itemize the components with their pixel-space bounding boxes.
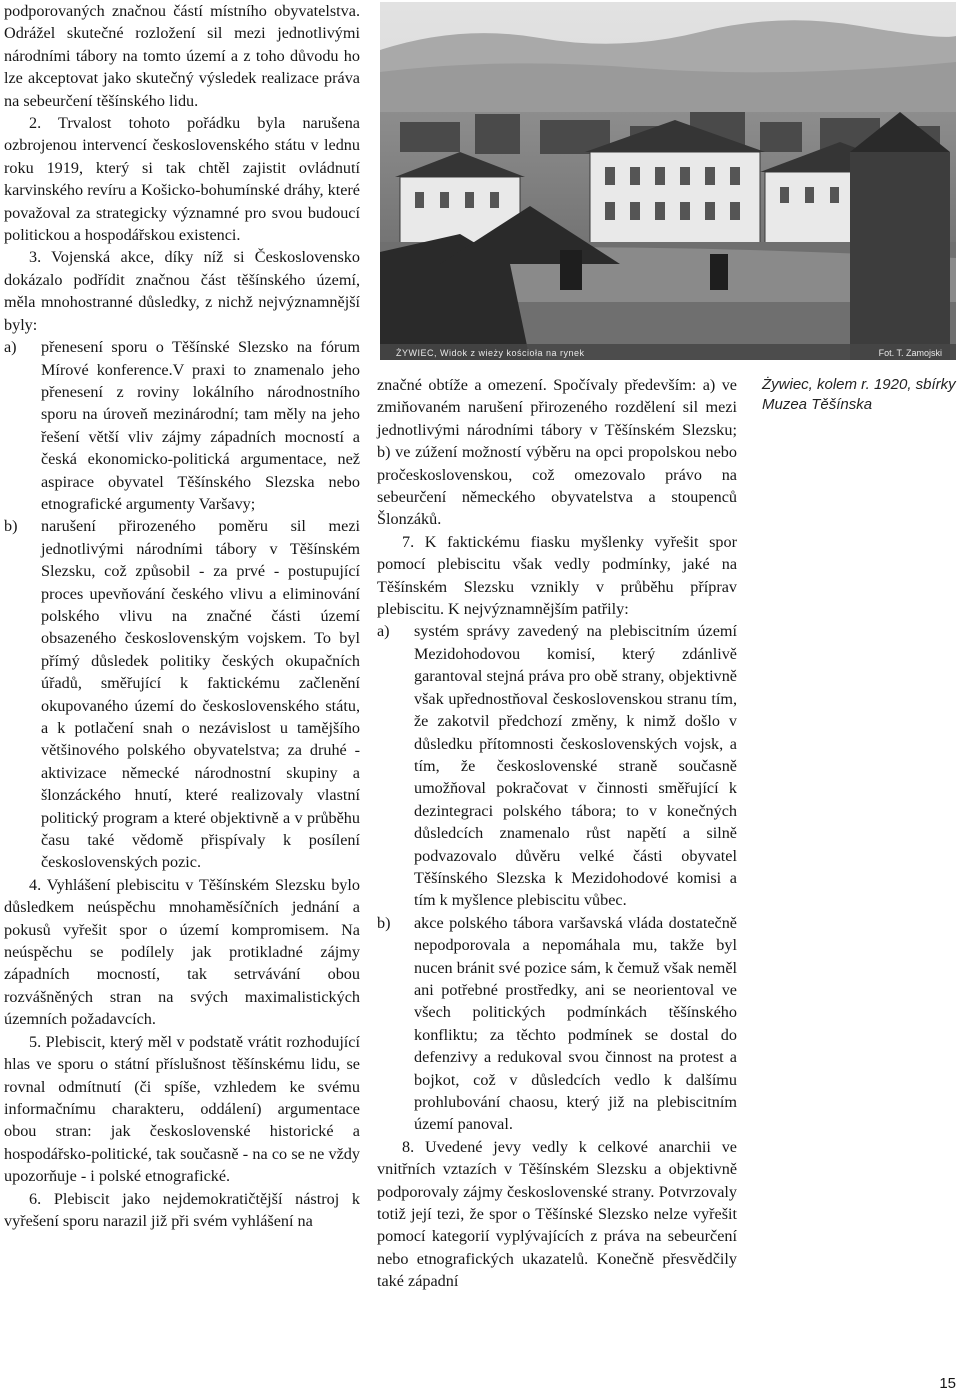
photo-illustration <box>380 2 956 360</box>
paragraph-6: 6. Plebiscit jako nejdemokratičtější nástroj k vyřešení sporu narazil již při svém vyhlášení na <box>4 1189 360 1230</box>
list-item-b <box>4 515 360 874</box>
historic-town-photo <box>380 2 956 360</box>
middle-column <box>377 374 737 1293</box>
paragraph-6-continued: značné obtíže a omezení. Spočívaly především: a) ve zmiňovaném narušení přirozeného rozdělení sil mezi jednotlivými národními tábory v Těšínském Slezsku; b) ve zúžení možností výběru na opci propolskou nebo pročeskoslovenskou, což omezovalo právo na sebeurčení německého obyvatelstva a stoupenců Šlonzáků. <box>377 376 737 529</box>
photo-caption: Żywiec, kolem r. 1920, sbírky Muzea Těšínska <box>762 376 956 413</box>
list-item-b <box>377 912 737 1136</box>
photo-inscription-strip <box>380 344 956 360</box>
photo-inscription: ŻYWIEC, Widok z wieży kościoła na rynek <box>396 348 585 358</box>
list-item-a <box>4 336 360 515</box>
paragraph-2: 2. Trvalost tohoto pořádku byla narušena ozbrojenou intervencí československého státu v lednu roku 1919, který si tak chtěl zajistit ovládnutí karvinského revíru a Košicko-bohumínské dráhy, které považoval za strategicky významné pro svou budoucí politickou a hospodářskou existenci. <box>4 114 360 245</box>
list-item-text: přenesení sporu o Těšínské Slezsko na fórum Mírové konference.V praxi to znamenalo jeho přenesení z roviny lokálního národnostního sporu na úroveň mezinárodní; tam měly na jeho řešení větší vliv zájmy západních mocností a česká ekonomicko-politická argumentace, než aspirace obyvatel Těšínského Slezska nebo etnografické argumenty Varšavy; <box>41 338 360 513</box>
list-item-text: narušení přirozeného poměru sil mezi jednotlivými národními tábory v Těšínském Slezsku, což způsobil - za prvé - postupující proces upevňování českého vlivu a eliminování polského vlivu na značné části území obsazeného československým vojskem. To byl přímý důsledek politiky českých okupačních úřadů, směřující k faktickému začlenění okupovaného území do československého státu, a k potlačení snah o nezávislost u tamějšího většinového polského obyvatelstva; za druhé - aktivizace německé národnostní skupiny a šlonzáckého hnutí, které realizovaly vlastní politický program a které objektivně a v průběhu času také vědomě přispívaly k posílení československých pozic. <box>41 517 360 872</box>
paragraph-4: 4. Vyhlášení plebiscitu v Těšínském Slezsku bylo důsledkem neúspěchu mnohaměsíčních jednání a pokusů vyřešit spor o území kompromisem. Na neúspěchu se podílely jak protikladné zájmy západních mocností, tak setrvávání obou rozvášněných stran na svých maximalistických územních požadavcích. <box>4 875 360 1029</box>
paragraph-5: 5. Plebiscit, který měl v podstatě vrátit rozhodující hlas ve sporu o státní příslušnost těšínskému lidu, se rovnal odmítnutí (či spíše, vzhledem ke svému informačnímu charakteru, oddálení) argumentace obou stran: jak československé historické a hospodářsko-politické, tak současně - na co se ne vždy upozorňuje - i polské etnografické. <box>4 1032 360 1186</box>
paragraph-3: 3. Vojenská akce, díky níž si Československo dokázalo podřídit značnou část těšínského území, měla mnohostranné důsledky, z nichž nejvýznamnější byly: <box>4 248 360 334</box>
list-item-text: systém správy zavedený na plebiscitním území Mezidohodovou komisí, který zdánlivě garantoval stejná práva pro obě strany, objektivně však upřednostňoval československou stranu tím, že zakotvil předchozí změny, k nimž došlo v důsledku přítomnosti československých vojsk, a tím, že československé straně současně umožňoval pokračovat v činnosti směřující k dezintegraci polského tábora; to v konečných důsledcích znamenalo růst napětí a silně podvazovalo důvěru velké části obyvatel Těšínského Slezska k Mezidohodové komisi a tím k myšlence plebiscitu vůbec. <box>414 622 737 910</box>
paragraph-7: 7. K faktickému fiasku myšlenky vyřešit spor pomocí plebiscitu však vedly podmínky, jaké na Těšínském Slezsku vznikly v průběhu příprav plebiscitu. K nejvýznamnějším patřily: <box>377 532 737 619</box>
paragraph-intro: podporovaných značnou částí místního obyvatelstva. Odrážel skutečné rozložení sil mezi jednotlivými národními tábory na tomto území a z toho důvodu ho lze akceptovat jako skutečný výsledek realizace práva na sebeurčení těšínského lidu. <box>4 2 360 110</box>
list-item-label: a) <box>4 338 17 357</box>
page-number: 15 <box>939 1375 956 1392</box>
left-column <box>4 0 360 1232</box>
list-item-a <box>377 620 737 911</box>
list-item-text: akce polského tábora varšavská vláda dostatečně nepodporovala a nepomáhala mu, takže byl nucen bránit své pozice sám, k čemuž však neměl ani potřebné prostředky, ani se neorientoval ve všech politických podmínkách těšínského konfliktu; za těchto podmínek se dostal do defenzivy a redukoval svou činnost na protest a bojkot, což v důsledcích vedlo k dalšímu prohlubování chaosu, který již na plebiscitním území panoval. <box>414 913 737 1134</box>
photo-credit: Fot. T. Zamojski <box>878 348 942 358</box>
list-item-label: b) <box>377 913 391 932</box>
list-item-label: b) <box>4 517 18 536</box>
paragraph-8: 8. Uvedené jevy vedly k celkové anarchii ve vnitřních vztazích v Těšínském Slezsku a objektivně podporovaly zájmy československé strany. Potvrzovaly totiž její tezi, že spor o Těšínské Slezsko nelze vyřešit pomocí kategorií vyplývajících z práva na sebeurčení nebo etnografických ukazatelů. Konečně přesvědčily také západní <box>377 1137 737 1291</box>
list-item-label: a) <box>377 622 390 641</box>
